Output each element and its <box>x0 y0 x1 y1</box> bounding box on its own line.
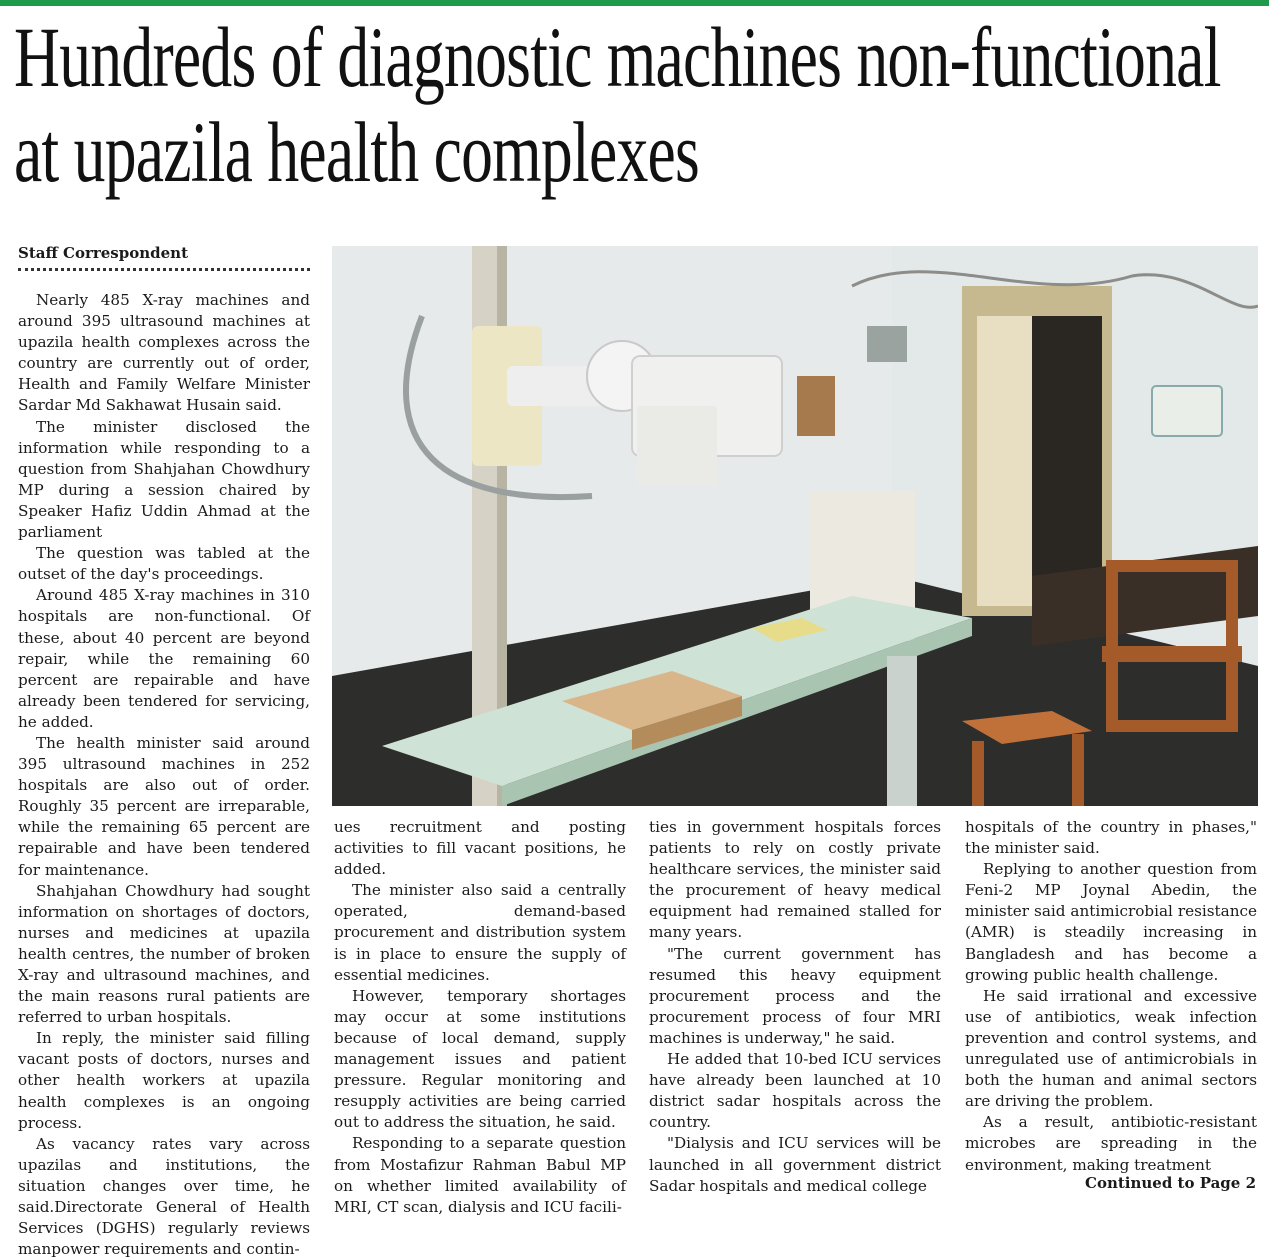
article-column-3 <box>649 817 941 1197</box>
paragraph: He said irrational and excessive use of antibiotics, weak infection prevention and control systems, and unregulated use of antimicrobials in both the human and animal sectors are driving the problem. <box>965 986 1257 1111</box>
x-ray-room-photo <box>332 246 1258 806</box>
article-column-1 <box>18 290 310 1260</box>
paragraph: The health minister said around 395 ultrasound machines in 252 hospitals are also out of order. Roughly 35 percent are irreparable, while the remaining 65 percent are repairable and have been tendered for maintenance. <box>18 733 310 879</box>
paragraph: "Dialysis and ICU services will be launched in all government district Sadar hospitals and medical college <box>649 1134 941 1195</box>
paragraph: As vacancy rates vary across upazilas and institutions, the situation changes over time, he said.Directorate General of Health Services (DGHS) regularly reviews manpower requirements and contin- <box>18 1134 310 1259</box>
paragraph: Shahjahan Chowdhury had sought information on shortages of doctors, nurses and medicines at upazila health centres, the number of broken X-ray and ultrasound machines, and the main reasons rural patients are referred to urban hospitals. <box>18 881 310 1027</box>
byline: Staff Correspondent <box>18 244 310 271</box>
paragraph: ues recruitment and posting activities to fill vacant positions, he added. <box>334 818 626 879</box>
paragraph: Responding to a separate question from Mostafizur Rahman Babul MP on whether limited availability of MRI, CT scan, dialysis and ICU facili- <box>334 1134 626 1216</box>
x-ray-room-illustration <box>332 246 1258 806</box>
paragraph: The minister disclosed the information while responding to a question from Shahjahan Chowdhury MP during a session chaired by Speaker Hafiz Uddin Ahmad at the parliament <box>18 417 310 542</box>
article-column-2 <box>334 817 626 1218</box>
paragraph: ties in government hospitals forces patients to rely on costly private healthcare services, the minister said the procurement of heavy medical equipment had remained stalled for many years. <box>649 818 941 942</box>
paragraph: The question was tabled at the outset of the day's proceedings. <box>18 544 310 584</box>
paragraph: Around 485 X-ray machines in 310 hospitals are non-functional. Of these, about 40 percent are beyond repair, while the remaining 60 percent are repairable and have already been tendered for servicing, he added. <box>18 586 310 731</box>
continued-link[interactable]: Continued to Page 2 <box>1085 1174 1256 1192</box>
paragraph: In reply, the minister said filling vacant posts of doctors, nurses and other health workers at upazila health complexes is an ongoing process. <box>18 1029 310 1132</box>
paragraph: "The current government has resumed this heavy equipment procurement process and the procurement process of four MRI machines is underway," he said. <box>649 944 941 1047</box>
headline: Hundreds of diagnostic machines non-functional at upazila health complexes <box>14 9 1221 200</box>
paragraph: He added that 10-bed ICU services have already been launched at 10 district sadar hospitals across the country. <box>649 1050 941 1132</box>
article-column-4 <box>965 817 1257 1176</box>
paragraph: Replying to another question from Feni-2 MP Joynal Abedin, the minister said antimicrobial resistance (AMR) is steadily increasing in Bangladesh and has become a growing public health challenge. <box>965 860 1257 984</box>
paragraph: As a result, antibiotic-resistant microbes are spreading in the environment, making treatment <box>965 1113 1257 1174</box>
paragraph: However, temporary shortages may occur at some institutions because of local demand, supply management issues and patient pressure. Regular monitoring and resupply activities are being carried out to address the situation, he said. <box>334 986 626 1132</box>
top-accent-bar <box>0 0 1269 6</box>
paragraph: Nearly 485 X-ray machines and around 395 ultrasound machines at upazila health complexes across the country are currently out of order, Health and Family Welfare Minister Sardar Md Sakhawat Husain said. <box>18 291 310 415</box>
paragraph: hospitals of the country in phases," the minister said. <box>965 818 1257 858</box>
paragraph: The minister also said a centrally operated, demand-based procurement and distribution system is in place to ensure the supply of essential medicines. <box>334 881 626 984</box>
